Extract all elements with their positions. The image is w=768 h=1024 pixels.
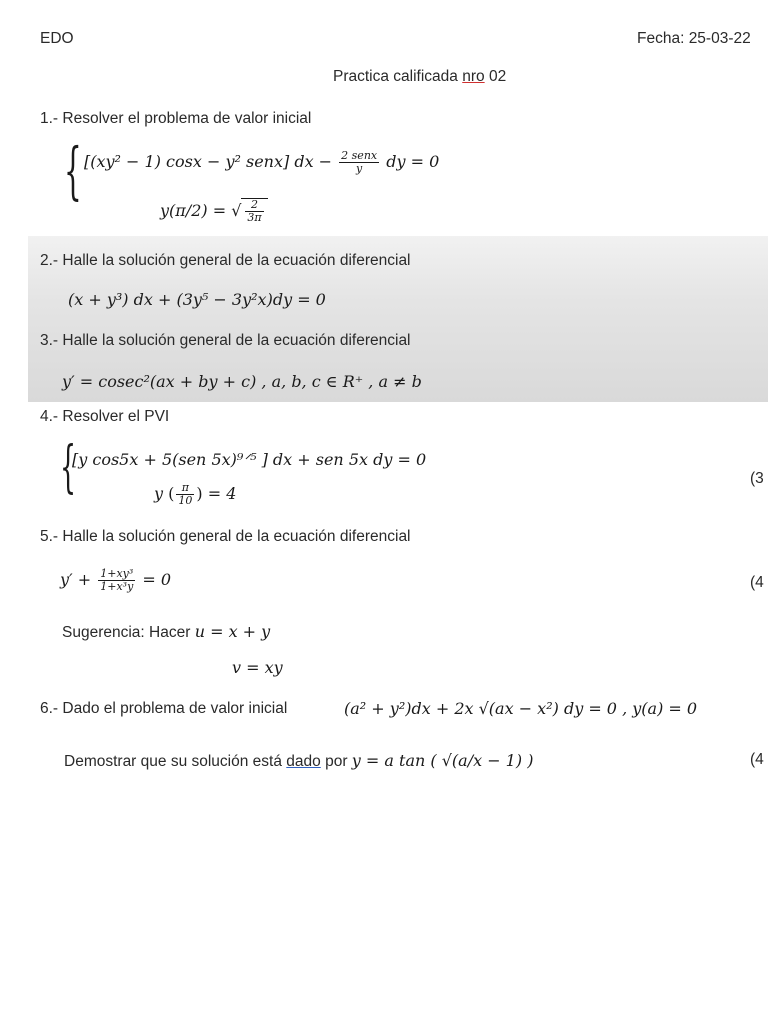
problem-1-initial-condition: y(π/2) = √ $\frac{2}{3\pi}$ (160, 198, 268, 224)
problem-3-equation: y′ = cosec²(ax + by + c) , a, b, c ∈ R⁺ , a ≠ b (62, 372, 422, 391)
problem-1-brace: { (64, 134, 82, 207)
problem-1-label: 1.- Resolver el problema de valor inicial (40, 110, 312, 127)
title-prefix: Practica calificada (333, 68, 463, 85)
problem-4-label: 4.- Resolver el PVI (40, 408, 170, 425)
problem-2-label: 2.- Halle la solución general de la ecuación diferencial (40, 252, 411, 269)
problem-5-hint (62, 622, 270, 642)
problem-5-hint-v: v = xy (232, 658, 283, 677)
problem-6-points: (4 (750, 751, 764, 768)
title-nro: nro (462, 68, 485, 85)
problem-2-equation: (x + y³) dx + (3y⁵ − 3y²x)dy = 0 (68, 290, 326, 309)
problem-4-brace: { (60, 435, 77, 500)
problem-3-label: 3.- Halle la solución general de la ecuación diferencial (40, 332, 411, 349)
problem-1-fraction: $\frac{\text{2 senx}}{y}$ (341, 149, 378, 175)
exam-date: Fecha: 25-03-22 (637, 30, 751, 47)
problem-4-points: (3 (750, 470, 764, 487)
statement-suffix: por (320, 753, 352, 770)
hint-label: Sugerencia: Hacer (62, 624, 195, 641)
problem-6-equation: (a² + y²)dx + 2x √(ax − x²) dy = 0 , y(a) = 0 (344, 699, 698, 718)
course-name: EDO (40, 30, 74, 47)
problem-5-points: (4 (750, 574, 764, 591)
problem-5-label: 5.- Halle la solución general de la ecuación diferencial (40, 528, 411, 545)
problem-1-equation: [(xy² − 1) cosx − y² senx] dx − $\frac{\text{2 senx}}{y}$ dy = 0 (84, 149, 440, 175)
problem-5-equation: y′ + $\frac{\text{1+xy³}}{\text{1+x³y}}$ = 0 (60, 567, 172, 593)
statement-prefix: Demostrar que su solución está (64, 753, 287, 770)
problem-6-label: 6.- Dado el problema de valor inicial (40, 700, 288, 717)
statement-dado: dado (286, 753, 321, 770)
problem-4-equation: [y cos5x + 5(sen 5x)⁹ᐟ⁵ ] dx + sen 5x dy = 0 (72, 450, 427, 469)
solution-equation: y = a tan ( √(a/x − 1) ) (351, 751, 534, 770)
exam-title (333, 68, 506, 86)
title-suffix: 02 (484, 68, 507, 85)
problem-4-initial-condition: y ( $\frac{\pi}{10}$ ) = 4 (154, 481, 237, 507)
problem-6-statement (64, 751, 533, 771)
hint-u: u = x + y (194, 622, 271, 641)
